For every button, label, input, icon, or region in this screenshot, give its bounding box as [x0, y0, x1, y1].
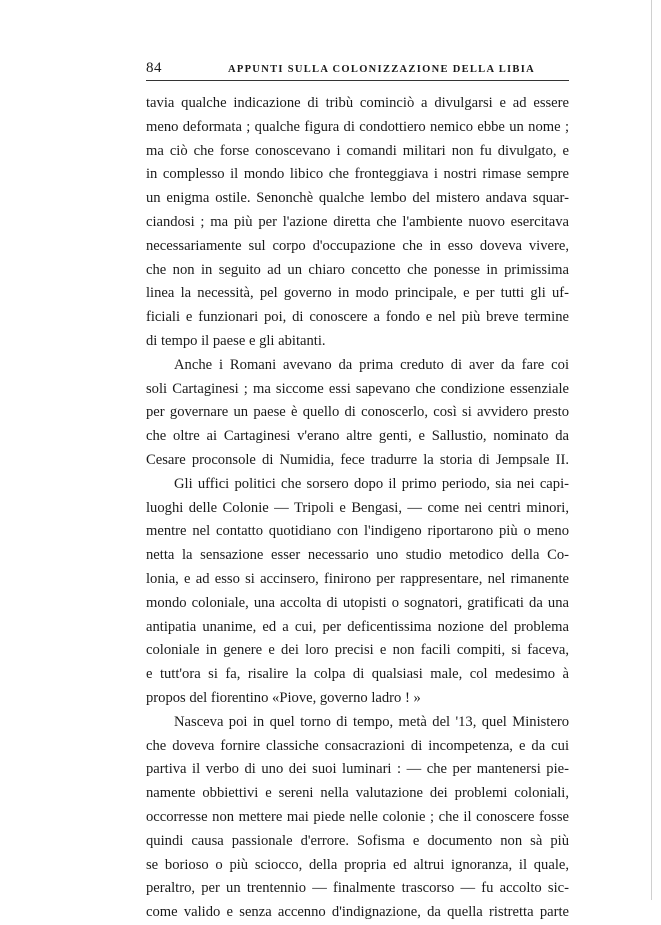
text-line: ficiali e funzionari poi, di conoscere a fondo e nel più breve termine	[146, 309, 569, 326]
text-line: necessariamente sul corpo d'occupazione che in esso doveva vivere,	[146, 237, 569, 254]
text-line: soli Cartaginesi ; ma siccome essi sapevano che condizione essenziale	[146, 380, 569, 397]
text-line: antipatia unanime, ed a cui, per deficentissima nozione del problema	[146, 618, 569, 635]
paragraph-start-line: Gli uffici politici che sorsero dopo il primo periodo, sia nei capi-	[174, 475, 569, 492]
text-line: come valido e senza accenno d'indignazione, da quella ristretta parte	[146, 904, 569, 921]
page-header	[146, 58, 569, 82]
text-line: che oltre ai Cartaginesi v'erano altre genti, e Sallustio, nominato da	[146, 428, 569, 445]
body-text	[146, 92, 569, 925]
text-line: peraltro, per un trentennio — finalmente trascorso — fu accolto sic-	[146, 880, 569, 897]
header-rule	[146, 80, 569, 81]
text-line: luoghi delle Colonie — Tripoli e Bengasi, — come nei centri minori,	[146, 499, 569, 516]
text-line: un enigma ostile. Senonchè qualche lembo del mistero andava squar-	[146, 190, 569, 207]
text-line: se borioso o più sciocco, della propria ed altrui ignoranza, il quale,	[146, 856, 569, 873]
text-line: propos del fiorentino «Piove, governo ladro ! »	[146, 689, 421, 706]
text-line: occorresse non mettere mai piede nelle colonie ; che il conoscere fosse	[146, 808, 569, 825]
scan-edge-line	[651, 0, 652, 900]
paragraph-start-line: Anche i Romani avevano da prima creduto di aver da fare coi	[174, 356, 569, 373]
text-line: quindi causa passionale d'errore. Sofisma e documento non sà più	[146, 832, 569, 849]
text-line: che doveva fornire classiche consacrazioni di incompetenza, e da cui	[146, 737, 569, 754]
text-line: partiva il verbo di uno dei suoi luminari : — che per mantenersi pie-	[146, 761, 569, 778]
text-line: meno deformata ; qualche figura di condottiero nemico ebbe un nome ;	[146, 118, 569, 135]
text-line: in complesso il mondo libico che fronteggiava i nostri rimase sempre	[146, 166, 569, 183]
text-line: coloniale in genere e dei loro precisi e non facili compiti, si faceva,	[146, 642, 569, 659]
text-line: di tempo il paese e gli abitanti.	[146, 332, 326, 349]
text-line: Cesare proconsole di Numidia, fece tradurre la storia di Jempsale II.	[146, 451, 569, 468]
text-line: namente obbiettivi e sereni nella valutazione dei problemi coloniali,	[146, 785, 569, 802]
text-line: ciandosi ; ma più per l'azione diretta che l'ambiente nuovo esercitava	[146, 213, 569, 230]
text-line: e tutt'ora si fa, risalire la colpa di qualsiasi male, col medesimo à	[146, 666, 569, 683]
text-line: tavia qualche indicazione di tribù cominciò a divulgarsi e ad essere	[146, 95, 569, 111]
paragraph-start-line: Nasceva poi in quel torno di tempo, metà del '13, quel Ministero	[174, 713, 569, 730]
text-line: per governare un paese è quello di conoscerlo, così si avvidero presto	[146, 404, 569, 421]
text-line: mondo coloniale, una accolta di utopisti o sognatori, gratificati da una	[146, 594, 569, 611]
text-line: linea la necessità, pel governo in modo principale, e per tutti gli uf-	[146, 285, 569, 302]
text-line: ma ciò che forse conoscevano i comandi militari non fu divulgato, e	[146, 142, 569, 159]
page-number: 84	[146, 60, 162, 76]
running-head: APPUNTI SULLA COLONIZZAZIONE DELLA LIBIA	[228, 64, 535, 75]
text-line: che non in seguito ad un chiaro concetto che ponesse in primissima	[146, 261, 569, 278]
text-line: netta la sensazione esser necessario uno studio metodico della Co-	[146, 547, 569, 564]
text-line: mentre nel contatto quotidiano con l'indigeno riportarono più o meno	[146, 523, 569, 540]
text-line: lonia, e ad esso si accinsero, finirono per rappresentare, nel rimanente	[146, 570, 569, 587]
